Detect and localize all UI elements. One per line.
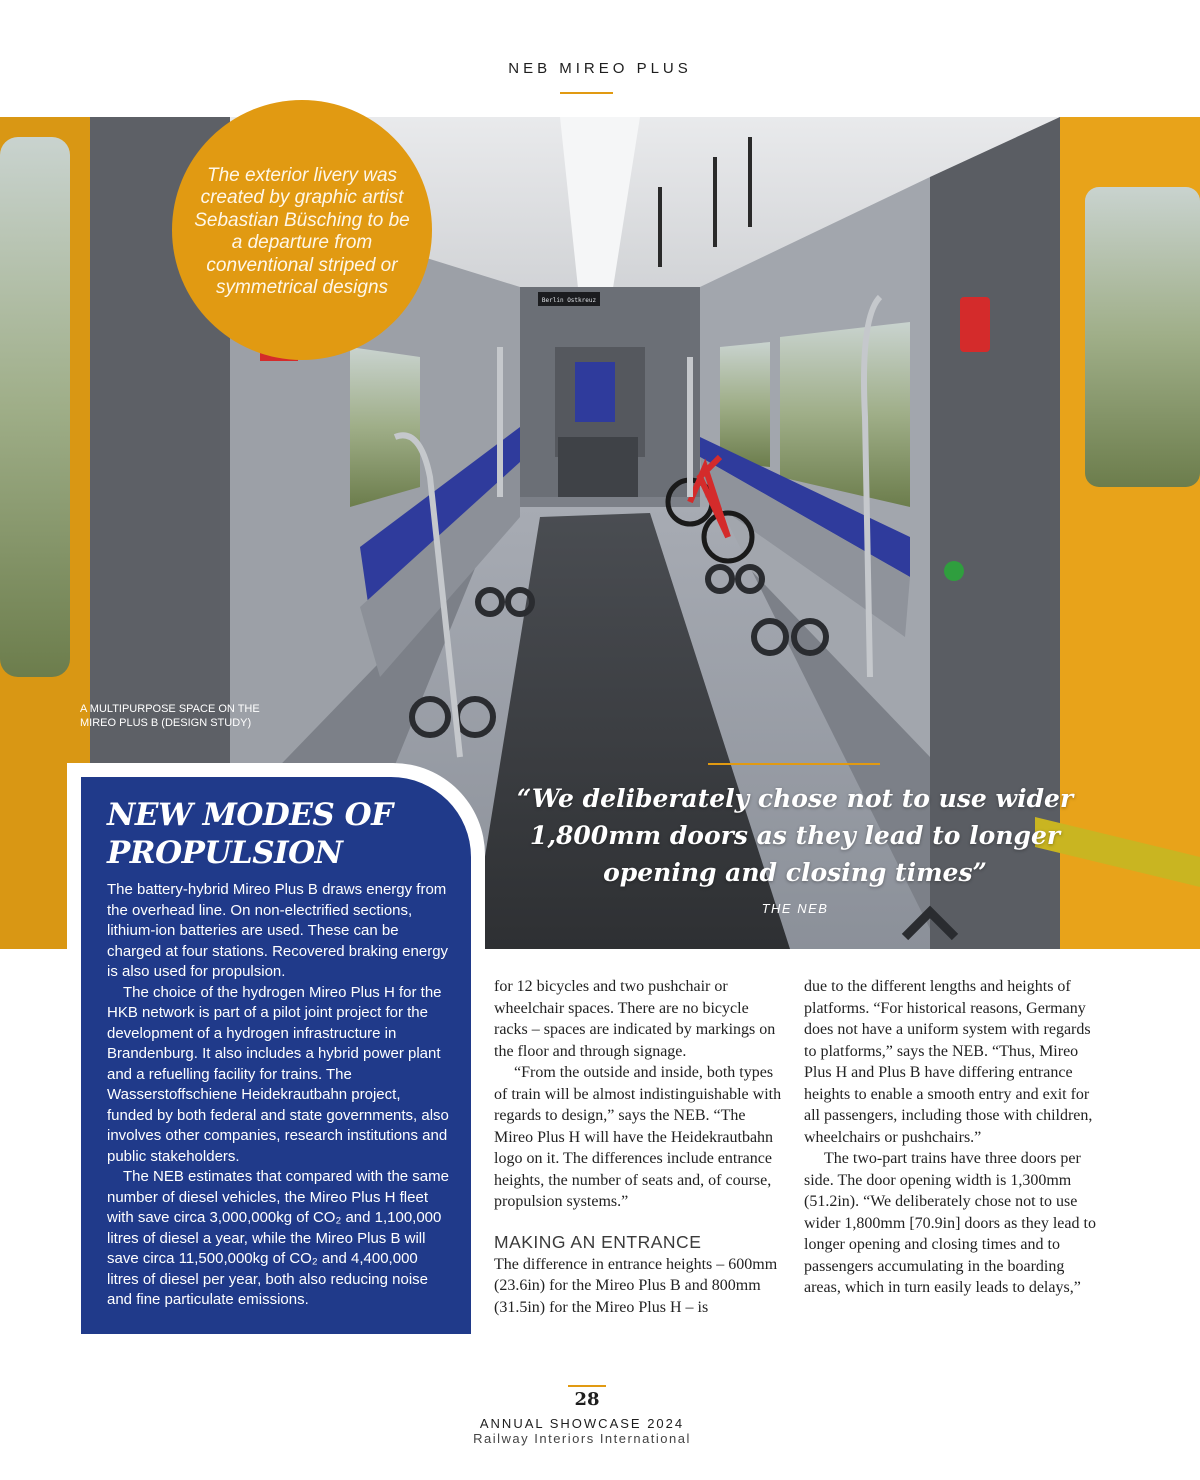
pull-quote-rule [708,763,880,765]
destination-sign-text: Berlin Ostkreuz [541,297,597,304]
article-column-middle [494,976,786,1318]
footer-publication: Railway Interiors International [473,1431,691,1446]
sidebar-paragraph: The NEB estimates that compared with the same number of diesel vehicles, the Mireo Plus H fleet with save circa 3,000,000kg of CO₂ and 1,100,000 litres of diesel a year, while the Mireo Plus B will save circa 11,500,000kg of CO₂ and 4,400,000 litres of diesel per year, both also reducing noise and fine particulate emissions. [107,1168,449,1308]
article-paragraph: The two-part trains have three doors per side. The door opening width is 1,300mm (51.2in). “We deliberately chose not to use wider 1,800mm [70.9in] doors as they lead to longer opening and closing times and to passengers accumulating in the boarding areas, which in turn easily leads to delays,” [804,1150,1096,1296]
livery-callout-circle [172,100,432,360]
footer-title: ANNUAL SHOWCASE 2024 [479,1416,685,1431]
livery-callout-text: The exterior livery was created by graphic artist Sebastian Büsching to be a departure from conventional striped or symmetrical designs [194,164,410,298]
page-number: 28 [574,1389,600,1410]
article-paragraph: for 12 bicycles and two pushchair or wheelchair spaces. There are no bicycle racks – spaces are indicated by markings on the floor and through signage. [494,978,776,1060]
article-paragraph: “From the outside and inside, both types of train will be almost indistinguishable with regards to design,” says the NEB. “The Mireo Plus H will have the Heidekrautbahn logo on it. The differences include entrance heights, the number of seats and, of course, propulsion systems.” [494,1064,782,1210]
pull-quote-attribution: THE NEB [761,901,829,916]
sidebar-paragraph: The choice of the hydrogen Mireo Plus H for the HKB network is part of a pilot joint project for the development of a hydrogen infrastructure in Brandenburg. It also includes a hybrid power plant and a refuelling facility for trains. The Wasserstoffschiene Heidekrautbahn project, funded by both federal and state governments, also involves other companies, research institutions and public stakeholders. [107,983,449,1165]
article-column-right [804,976,1096,1299]
sidebar-paragraph: The battery-hybrid Mireo Plus B draws energy from the overhead line. On non-electrified sections, lithium-ion batteries are used. These can be charged at four stations. Recovered braking energy is also used for propulsion. [107,881,449,980]
footer-rule [568,1385,606,1387]
article-paragraph: The difference in entrance heights – 600mm (23.6in) for the Mireo Plus B and 800mm (31.5in) for the Mireo Plus H – is [494,1255,778,1316]
article-paragraph: due to the different lengths and heights of platforms. “For historical reasons, Germany does not have a uniform system with regards to platforms,” says the NEB. “Thus, Mireo Plus H and Plus B have differing entrance heights to enable a smooth entry and exit for all passengers, including those with children, wheelchairs or pushchairs.” [804,978,1093,1146]
article-subhead: MAKING AN ENTRANCE [494,1231,702,1252]
photo-caption: A MULTIPURPOSE SPACE ON THE MIREO PLUS B (DESIGN STUDY) [80,703,260,729]
sidebar-body [107,880,449,1311]
pull-quote: “We deliberately chose not to use wider 1,800mm doors as they lead to longer opening and closing times” [516,784,1074,887]
sidebar-heading: NEW MODES OF PROPULSION [107,797,393,871]
header-rule [560,92,613,94]
section-title: NEB MIREO PLUS [508,60,692,77]
